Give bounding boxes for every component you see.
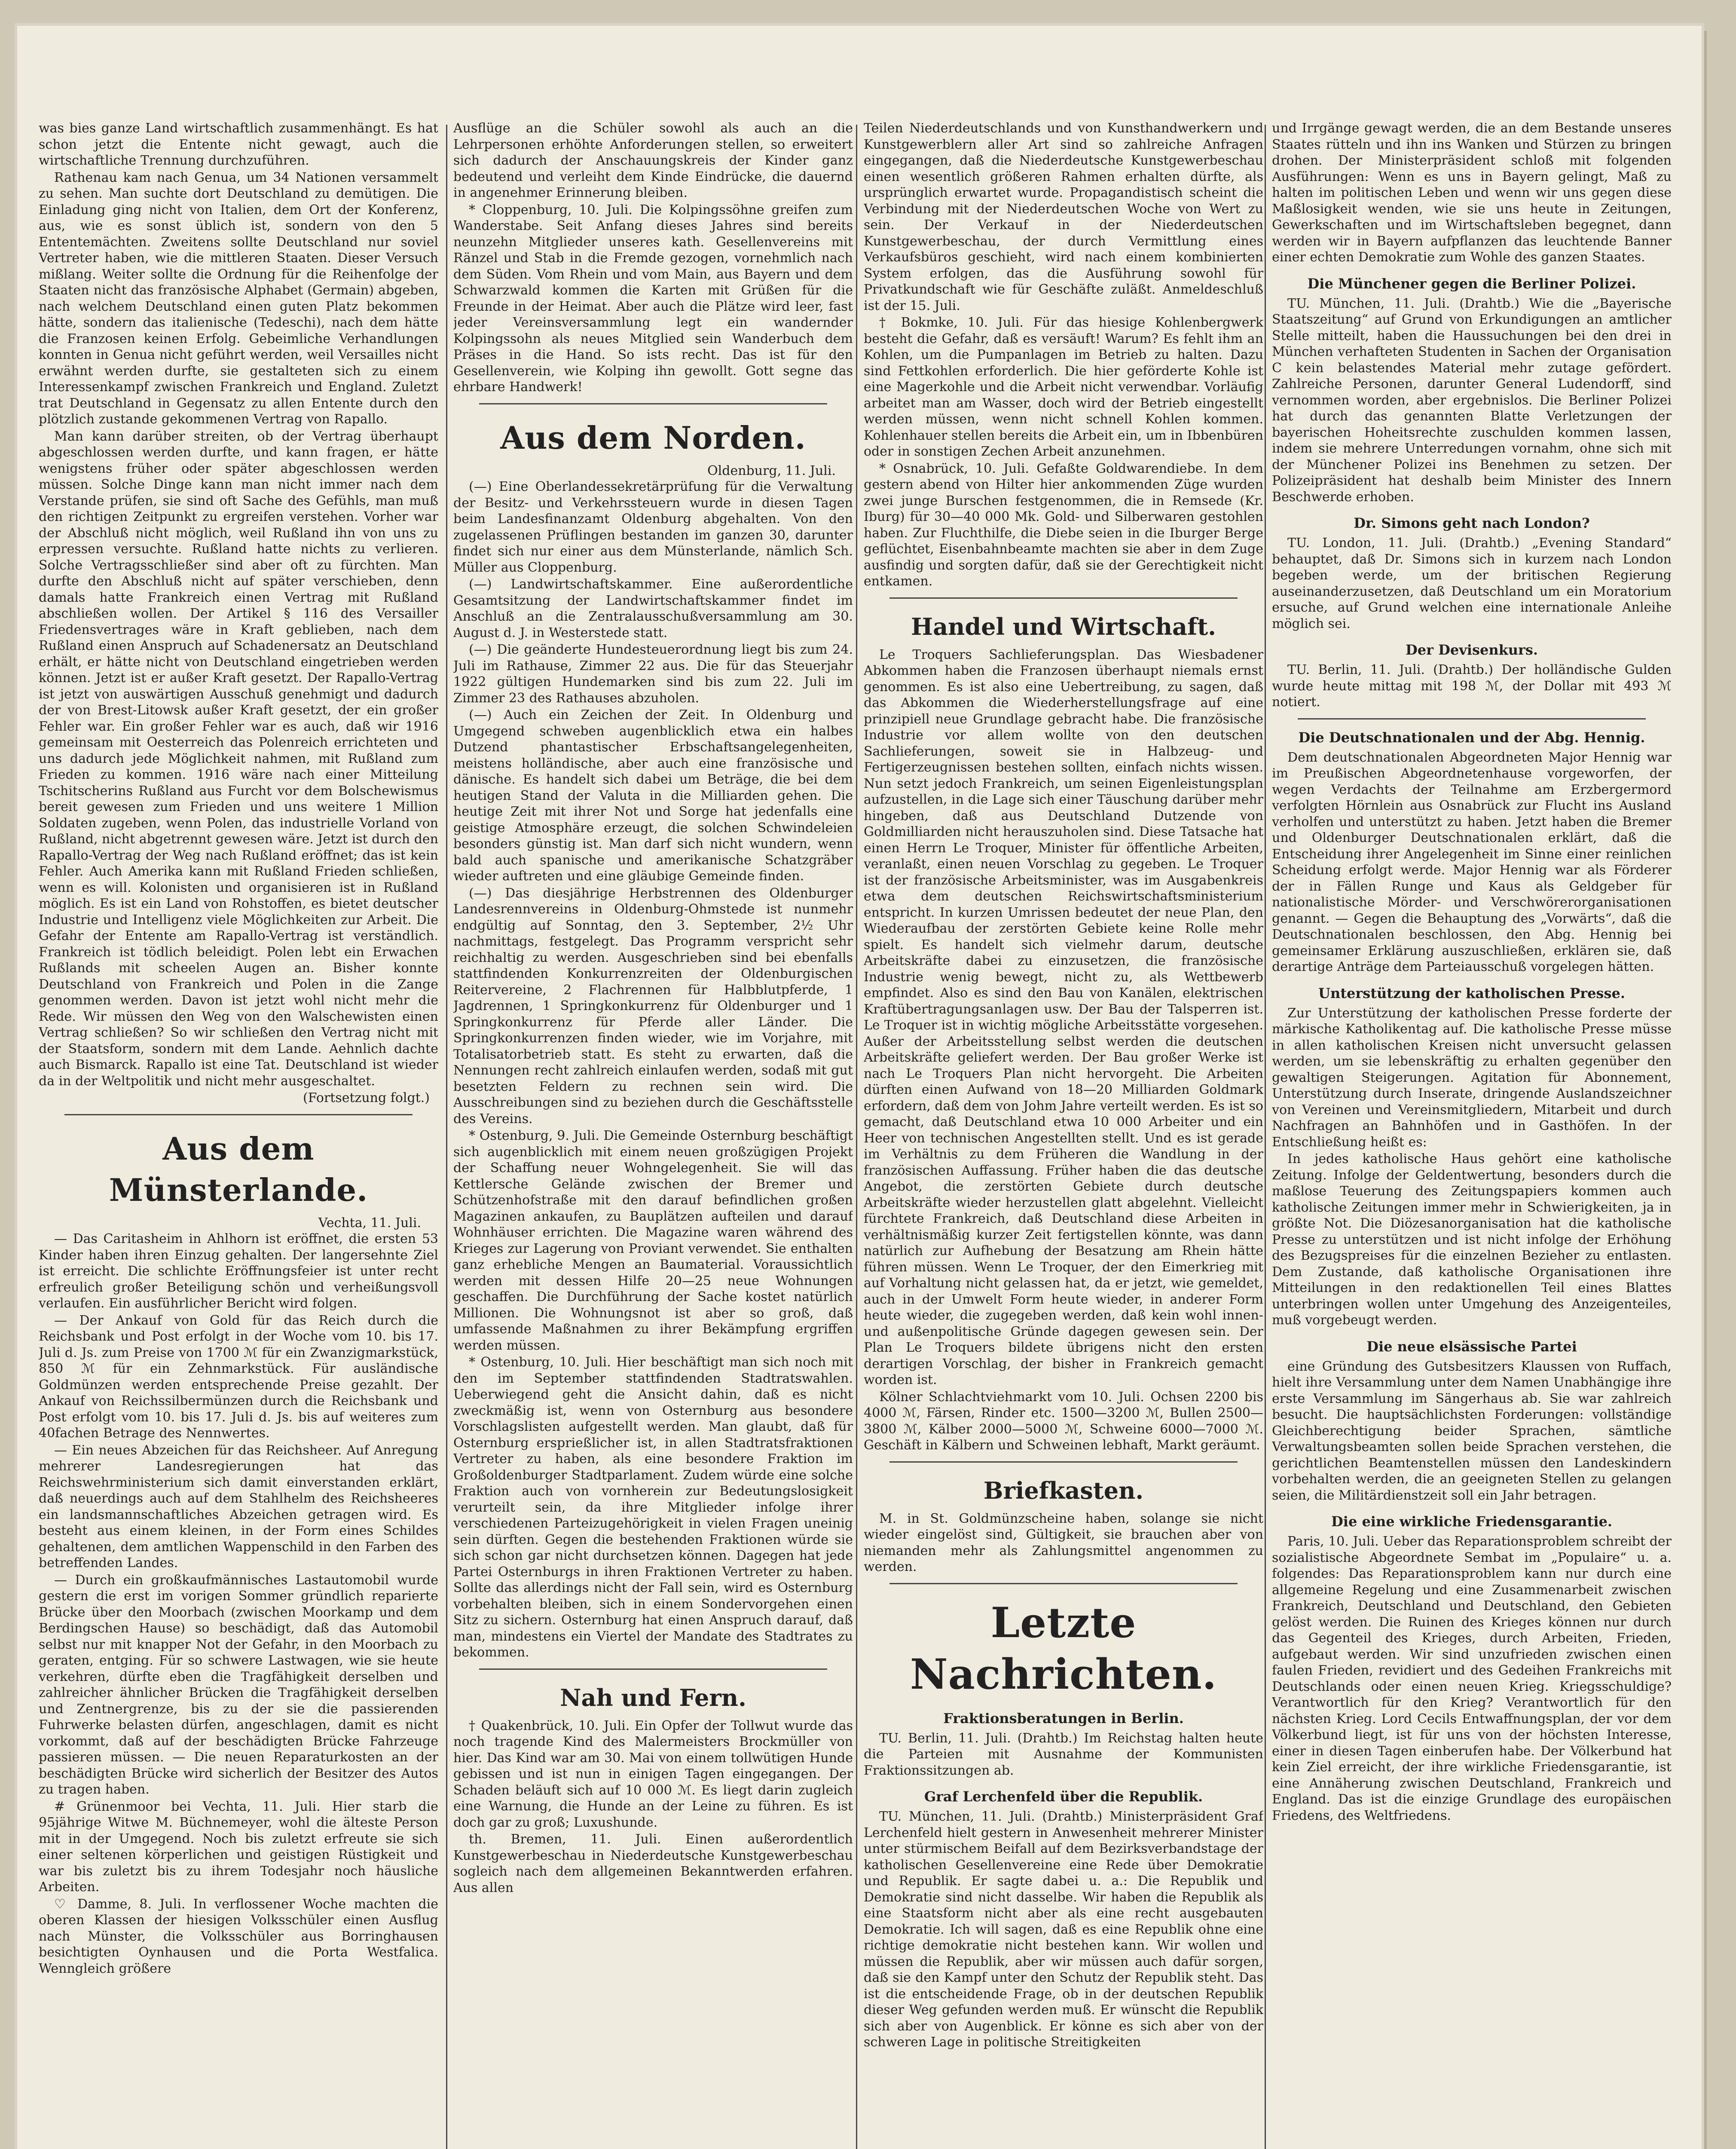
subheading: Unterstützung der katholischen Presse. [1318,985,1625,1001]
paragraph: TU. Berlin, 11. Juli. (Drahtb.) Der holländische Gulden wurde heute mittag mit 198 ℳ, der Dollar mit 493 ℳ notiert. [1272,662,1672,710]
section-heading: Briefkasten. [983,1476,1144,1504]
section-heading: Aus dem Norden. [500,419,806,456]
paragraph: und Irrgänge gewagt werden, die an dem Bestande unseres Staates rütteln und ihn ins Wanken und Stürzen zu bringen drohen. Der Ministerpräsident schloß mit folgenden Ausführungen: Wenn es uns in Bayern gelingt, Maß zu halten im politischen Leben und wenn wir uns gegen diese Maßlosigkeit wenden, wie sie uns heute in Zeitungen, Gewerkschaften und im Wirtschaftsleben begegnet, dann werden wir in Bayern aufpflanzen das leuchtende Banner einer echten Demokratie zum Wohle des ganzen Staates. [1272,121,1672,265]
paragraph: M. in St. Goldmünzscheine haben, solange sie nicht wieder eingelöst sind, Gültigkeit, sie brauchen aber von niemanden mehr als Zahlungsmittel angenommen zu werden. [864,1511,1263,1574]
paragraph: (—) Auch ein Zeichen der Zeit. In Oldenburg und Umgegend schweben augenblicklich etwa ein halbes Dutzend phantastischer Erbschaftsangelegenheiten, meistens holländische, aber auch eine französische und dänische. Es handelt sich dabei um Beträge, die bei dem heutigen Stand der Valuta in die Milliarden gehen. Die heutige Zeit mit ihrer Not und Sorge hat jedenfalls eine geistige Atmosphäre erzeugt, die solchen Schwindeleien besonders günstig ist. Man darf sich nicht wundern, wenn bald auch spanische und amerikanische Schatzgräber wieder auftreten und eine gläubige Gemeinde finden. [453,707,853,884]
paragraph: # Grünenmoor bei Vechta, 11. Juli. Hier starb die 95jährige Witwe M. Büchnemeyer, wohl die älteste Person mit in der Umgegend. Noch bis zuletzt erfreute sie sich einer seltenen körperlichen und geistigen Rüstigkeit und war bis zuletzt bis zu ihrem Todesjahr noch häusliche Arbeiten. [39,1799,438,1895]
section-divider [889,1583,1238,1584]
column-rule [1265,125,1266,2149]
paragraph: † Quakenbrück, 10. Juli. Ein Opfer der Tollwut wurde das noch tragende Kind des Malermeisters Brockmüller von hier. Das Kind war am 30. Mai von einem tollwütigen Hunde gebissen und ist nun in einigen Tagen eingegangen. Der Schaden beläuft sich auf 10 000 ℳ. Es liegt darin zugleich eine Warnung, die Hunde an der Leine zu führen. Es ist doch gar zu groß; Luxushunde. [453,1718,853,1830]
column-rule [856,125,857,2149]
paragraph: — Durch ein großkaufmännisches Lastautomobil wurde gestern die erst im vorigen Sommer gründlich reparierte Brücke über den Moorbach (zwischen Moorkamp und dem Berdingschen Hause) so beschädigt, daß das Automobil selbst nur mit knapper Not der Gefahr, in den Moorbach zu geraten, entging. Für so schwere Lastwagen, wie sie heute verkehren, dürfte eben die Tragfähigkeit derselben und zahlreicher ähnlicher Brücken die Tragfähigkeit derselben und Zentnergrenze, bis zu der sie die passierenden Fuhrwerke belasten dürfen, angeschlagen, damit es nicht vorkommt, daß auf der beschädigten Brücke Fahrzeuge passieren müssen. — Die neuen Reparaturkosten an der beschädigten Brücke wird sicherlich der Besitzer des Autos zu tragen haben. [39,1572,438,1797]
paragraph: th. Bremen, 11. Juli. Einen außerordentlich Kunstgewerbeschau in Niederdeutsche Kunstgewerbeschau sogleich nach dem allgemeinen Bekanntwerden erfahren. Aus allen [453,1832,853,1895]
paragraph: (—) Eine Oberlandessekretärprüfung für die Verwaltung der Besitz- und Verkehrssteuern wurde in diesen Tagen beim Landesfinanzamt Oldenburg abgehalten. Von den zugelassenen Prüflingen bestanden im ganzen 30, darunter findet sich nur einer aus dem Münsterlande, nämlich Sch. Müller aus Cloppenburg. [453,479,853,575]
paragraph: * Cloppenburg, 10. Juli. Die Kolpingssöhne greifen zum Wanderstabe. Seit Anfang dieses Jahres sind bereits neunzehn Mitglieder unseres kath. Gesellenvereins mit Ränzel und Stab in die Fremde gezogen, vornehmlich nach dem Süden. Vom Rhein und vom Main, aus Bayern und dem Schwarzwald kommen die Karten mit Grüßen für die Freunde in der Heimat. Aber auch die Plätze wird leer, fast jeder Vereinsversammlung legt ein wandernder Kolpingssohn als neues Mitglied sein Wanderbuch dem Präses in die Hand. So ists recht. Das ist für den Gesellenverein, wie Kolping ihn gewollt. Gott segne das ehrbare Handwerk! [453,202,853,395]
subheading: Die eine wirkliche Friedensgarantie. [1331,1513,1612,1530]
dateline: Oldenburg, 11. Juli. [707,463,836,478]
column-4 [1272,120,1672,2149]
section-divider [889,1461,1238,1463]
section-divider [1298,718,1646,719]
paragraph: Le Troquers Sachlieferungsplan. Das Wiesbadener Abkommen haben die Franzosen überhaupt niemals ernst genommen. Es ist also eine Uebertreibung, zu sagen, daß das Abkommen die Wiederherstellungsfrage auf eine prinzipiell neue Grundlage gebracht habe. Die französische Industrie vor allem wollte von den deutschen Sachlieferungen, soweit sie in Halbzeug- und Fertigerzeugnissen bestehen sollten, einfach nichts wissen. Nun setzt jedoch Frankreich, um seinen Eigenleistungsplan aufzustellen, in die Lage sich einer Täuschung darüber mehr hingeben, daß aus Deutschland Dutzende von Goldmilliarden nicht herauszuholen sind. Diese Tatsache hat einen Herrn Le Troquer, Minister für öffentliche Arbeiten, veranlaßt, einen neuen Vorschlag zu gegeben. Le Troquer ist der französische Arbeitsminister, was im Ausgabenkreis etwa dem deutschen Reichswirtschaftsministerium entspricht. In kurzen Umrissen bedeutet der neue Plan, den Wiederaufbau der zerstörten Gebiete keine Rolle mehr spielt. Es handelt sich vielmehr darum, deutsche Arbeitskräfte dabei zu einzusetzen, die französische Industrie wenig bewegt, nicht zu, als Wettbewerb empfindet. Also es sind den Bau von Kanälen, elektrischen Kraftübertragungsanlagen usw. Der Bau der Talsperren ist. Le Troquer ist in wichtig mögliche Arbeitsstätte vorgesehen. Außer der Arbeitsstellung selbst werden die deutschen Arbeitskräfte geliefert werden. Der Bau großer Werke ist nach Le Troquers Plan nicht hervorgeht. Die Arbeiten dürften einen Aufwand von 18—20 Milliarden Goldmark erfordern, daß dem von Johm Jahre verteilt werden. Es ist so gemacht, daß Deutschland etwa 10 000 Arbeiter und ein Heer von technischen Angestellten stellt. Und es ist gerade im Verhältnis zu dem Früheren die Wandlung in der französischen Auffassung. Früher haben die das deutsche Angebot, die zerstörten Gebiete durch deutsche Arbeitskräfte wieder herzustellen glatt abgelehnt. Vielleicht fürchtete Frankreich, daß Deutschland diese Arbeiten in verhältnismäßig kurzer Zeit fertigstellen könnte, was dann natürlich zur Aufhebung der Besatzung am Rhein hätte führen müssen. Wenn Le Troquer, der den Eimerkrieg mit auf Vorhaltung nicht gelassen hat, da er jetzt, wie gemeldet, auch in der Umwelt Form heute wieder, in anderer Form heute wieder, die zugegeben werden, daß kein wohl innen- und außenpolitische Gründe dagegen gewesen sein. Der Plan Le Troquers bildete übrigens nicht den ersten derartigen Vorschlag, der bisher in Frankreich gemacht worden ist. [864,647,1263,1387]
continuation-note: (Fortsetzung folgt.) [303,1090,430,1105]
paragraph: Rathenau kam nach Genua, um 34 Nationen versammelt zu sehen. Man suchte dort Deutschland zu demütigen. Die Einladung ging nicht von Italien, dem Ort der Konferenz, aus, wie es sonst üblich ist, sondern von den 5 Ententemächten. Zweitens sollte Deutschland nur soviel Vertreter haben, wie die mittleren Staaten. Dieser Versuch mißlang. Weiter sollte die Ordnung für die Reihenfolge der Staaten nicht das französische Alphabet (Germain) abgeben, nach welchem Deutschland einen guten Platz bekommen hätte, sondern das italienische (Tedeschi), nach dem hätte die Franzosen keinen Erfolg. Gebeimliche Verhandlungen konnten in Genua nicht geführt werden, weil Versailles nicht erwähnt werden durfte, sie gestalteten sich zu einem Interessenkampf zwischen Frankreich und England. Zuletzt trat Deutschland in Gegensatz zu allen Entente durch den plötzlich zustande gekommenen Vertrag von Rapallo. [39,170,438,427]
column-3 [864,120,1263,2149]
section-divider [479,1668,827,1670]
subheading: Die Münchener gegen die Berliner Polizei. [1307,275,1636,292]
paragraph: * Ostenburg, 9. Juli. Die Gemeinde Osternburg beschäftigt sich augenblicklich mit einem neuen großzügigen Projekt der Schaffung neuer Wohngelegenheit. Sie will das Kettlersche Gelände zwischen der Bremer und Schützenhofstraße mit den darauf befindlichen großen Magazinen ankaufen, zu Bauplätzen aufteilen und darauf Wohnhäuser errichten. Die Magazine waren während des Krieges zur Lagerung von Proviant verwendet. Sie enthalten ganz erhebliche Mengen an Baumaterial. Voraussichtlich werden mit dessen Hilfe 20—25 neue Wohnungen geschaffen. Die Durchführung der Sache kostet natürlich Millionen. Die Wohnungsnot ist aber so groß, daß umfassende Maßnahmen zu ihrer Bekämpfung ergriffen werden müssen. [453,1128,853,1353]
column-2 [453,120,853,2149]
paragraph: In jedes katholische Haus gehört eine katholische Zeitung. Infolge der Geldentwertung, besonders durch die maßlose Teuerung des Zeitungspapiers kommen auch katholische Zeitungen immer mehr in Schwierigkeiten, ja in größte Not. Die Diözesanorganisation hat die katholische Presse zu unterstützen und ist nicht infolge der Erhöhung des Bezugspreises für die einzelnen Bezieher zu entlasten. Dem Zustande, daß katholische Organisationen ihre Mitteilungen in den redaktionellen Teil eines Blattes unterbringen wollen unter Umgehung des Anzeigenteiles, muß vorgebeugt werden. [1272,1151,1672,1328]
paragraph: TU. London, 11. Juli. (Drahtb.) „Evening Standard“ behauptet, daß Dr. Simons sich in kurzem nach London begeben werde, um der britischen Regierung auseinanderzusetzen, daß Deutschland um ein Moratorium ersuche, auf Grund welchen eine internationale Anleihe möglich sei. [1272,536,1672,631]
paragraph: ♡ Damme, 8. Juli. In verflossener Woche machten die oberen Klassen der hiesigen Volksschüler einen Ausflug nach Münster, die Volksschüler aus Borringhausen besichtigten Oynhausen und die Porta Westfalica. Wenngleich größere [39,1896,438,1976]
paragraph: TU. München, 11. Juli. (Drahtb.) Ministerpräsident Graf Lerchenfeld hielt gestern in Anwesenheit mehrerer Minister unter stürmischem Beifall auf dem Bezirksverbandstage der katholischen Gesellenvereine eine Rede über Demokratie und Republik. Er sagte dabei u. a.: Die Republik und Demokratie sind nicht dasselbe. Wir haben die Republik als eine Staatsform nicht aber als eine recht ausgebauten Demokratie. Ich will sagen, daß es eine Republik ohne eine richtige demokratie nicht bestehen kann. Wir wollen und müssen die Republik, aber wir müssen auch dafür sorgen, daß sie den Kampf unter den Schutz der Republik steht. Das ist die entscheidende Frage, ob in der deutschen Republik dieser Weg gefunden werden muß. Er wünscht die Republik sich aber von Augenblick. Er könne es sich aber von der schweren Lage in politische Streitigkeiten [864,1809,1263,2050]
subheading: Die Deutschnationalen und der Abg. Hennig. [1298,729,1645,746]
paragraph: — Das Caritasheim in Ahlhorn ist eröffnet, die ersten 53 Kinder haben ihren Einzug gehalten. Der langersehnte Ziel ist erreicht. Die schlichte Eröffnungsfeier ist unter recht erfreulich großer Beteiligung schön und verheißungsvoll verlaufen. Ein ausführlicher Bericht wird folgen. [39,1231,438,1311]
section-heading: Nah und Fern. [560,1684,746,1711]
paragraph: Kölner Schlachtviehmarkt vom 10. Juli. Ochsen 2200 bis 4000 ℳ, Färsen, Rinder etc. 1500—3200 ℳ, Bullen 2500—3800 ℳ, Kälber 2000—5000 ℳ, Schweine 6000—7000 ℳ. Geschäft in Kälbern und Schweinen lebhaft, Markt geräumt. [864,1389,1263,1453]
paragraph: Teilen Niederdeutschlands und von Kunsthandwerkern und Kunstgewerblern aller Art sind so zahlreiche Anfragen eingegangen, daß die Niederdeutsche Kunstgewerbeschau einen wesentlich größeren Rahmen erhalten dürfte, als ursprünglich erwartet wurde. Propagandistisch scheint die Verbindung mit der Niederdeutschen Woche von Wert zu sein. Der Verkauf in der Niederdeutschen Kunstgewerbeschau, der durch Vermittlung eines Verkaufsbüros geschieht, wird nach einem kombinierten System erfolgen, das die Ausführung sowohl für Privatkundschaft wie für Geschäfte zuläßt. Anmeldeschluß ist der 15. Juli. [864,121,1263,313]
paragraph: — Der Ankauf von Gold für das Reich durch die Reichsbank und Post erfolgt in der Woche vom 10. bis 17. Juli d. Js. zum Preise von 1700 ℳ für ein Zwanzigmarkstück, 850 ℳ für ein Zehnmarkstück. Für ausländische Goldmünzen werden entsprechende Preise gezahlt. Der Ankauf von Reichssilbermünzen durch die Reichsbank und Post erfolgt vom 10. bis 17. Juli d. Js. bis auf weiteres zum 40fachen Betrage des Nennwertes. [39,1313,438,1441]
paragraph: Dem deutschnationalen Abgeordneten Major Hennig war im Preußischen Abgeordnetenhause vorgeworfen, der wegen Verdachts der Teilnahme am Erzbergermord verfolgten Hörnlein aus Osnabrück zur Flucht ins Ausland verholfen und unterstützt zu haben. Jetzt haben die Bremer und Oldenburger Deutschnationalen erklärt, daß die Entscheidung ihrer Angelegenheit im Sinne einer reinlichen Scheidung erfolgt werde. Major Hennig war als Förderer der in Fällen Runge und Kaus als Geldgeber für nationalistische Mörder- und Verschwörerorganisationen genannt. — Gegen die Behauptung des „Vorwärts“, daß die Deutschnationalen beschlossen, den Abg. Hennig bei gemeinsamer Erklärung auszuschließen, erklären sie, daß derartige Anträge dem Parteiausschuß vorgelegen hätten. [1272,750,1672,974]
paragraph: TU. Berlin, 11. Juli. (Drahtb.) Im Reichstag halten heute die Parteien mit Ausnahme der Kommunisten Fraktionssitzungen ab. [864,1730,1263,1778]
paragraph: — Ein neues Abzeichen für das Reichsheer. Auf Anregung mehrerer Landesregierungen hat das Reichswehrministerium sich damit einverstanden erklärt, daß neuerdings auch auf dem Stahlhelm des Reichsheeres ein landsmannschaftliches Abzeichen getragen wird. Es besteht aus einem kleinen, in der Form eines Schildes gehaltenen, dem amtlichen Wappenschild in den Farben des betreffenden Landes. [39,1442,438,1570]
paragraph: * Ostenburg, 10. Juli. Hier beschäftigt man sich noch mit den im September stattfindenden Stadtratswahlen. Ueberwiegend geht die Ansicht dahin, daß es nicht zweckmäßig ist, wenn von Osternburg aus besondere Vorschlagslisten aufgestellt werden. Man glaubt, daß für Osternburg ersprießlicher ist, in allen Stadtratsfraktionen Vertreter zu haben, als eine besondere Fraktion im Großoldenburger Stadtparlament. Zudem würde eine solche Fraktion auch von vornherein zur Bedeutungslosigkeit verurteilt sein, da ihre Mitglieder infolge ihrer verschiedenen Parteizugehörigkeit in vielen Fragen uneinig sein dürften. Gegen die bestehenden Fraktionen würde sie sich schon gar nicht durchsetzen können. Dagegen hat jede Partei Osternburgs in ihren Fraktionen Vertreter zu haben. Sollte das allerdings nicht der Fall sein, wird es Osternburg vorbehalten bleiben, sich in einem Sondervorgehen einen Sitz zu sichern. Osternburg hat einen Anspruch darauf, daß man, mindestens ein Viertel der Mandate des Stadtrates zu bekommen. [453,1355,853,1660]
paragraph: Zur Unterstützung der katholischen Presse forderte der märkische Katholikentag auf. Die katholische Presse müsse in allen katholischen Kreisen nicht unversucht gelassen werden, um sie lebenskräftig zu erhalten gegenüber den gewaltigen Steigerungen. Agitation für Abonnement, Unterstützung durch Inserate, dringende Auslandszeichner von Vereinen und Vereinsmitgliedern, Mitarbeit und durch Nachfragen an Bahnhöfen und in Gasthöfen. In der Entschließung heißt es: [1272,1005,1672,1150]
paragraph: (—) Landwirtschaftskammer. Eine außerordentliche Gesamtsitzung der Landwirtschaftskammer findet im Anschluß an die Zentralausschußversammlung am 30. August d. J. in Westerstede statt. [453,577,853,640]
paragraph: TU. München, 11. Juli. (Drahtb.) Wie die „Bayerische Staatszeitung“ auf Grund von Erkundigungen an amtlicher Stelle mitteilt, haben die Haussuchungen bei den drei in München verhafteten Studenten in Sachen der Organisation C kein belastendes Material mehr zutage gefördert. Zahlreiche Personen, darunter General Ludendorff, sind vernommen worden, aber ergebnislos. Die Berliner Polizei hat durch das genannten Blatte Verletzungen der bayerischen Hoheitsrechte zuschulden kommen lassen, indem sie mehrere Unterredungen vornahm, ohne sich mit der Münchener Polizei ins Benehmen zu setzen. Der Polizeipräsident hat deshalb beim Minister des Innern Beschwerde erhoben. [1272,296,1672,505]
column-rule [446,125,447,2149]
newspaper-page [17,26,1702,2149]
section-divider [479,403,827,404]
section-heading: Letzte Nachrichten. [910,1598,1217,1699]
dateline: Vechta, 11. Juli. [318,1215,421,1231]
paragraph: Man kann darüber streiten, ob der Vertrag überhaupt abgeschlossen werden durfte, und kann fragen, er hätte wenigstens früher oder später abgeschlossen werden müssen. Solche Dinge kann man nicht immer nach dem Verstande prüfen, sie sind oft Sache des Gefühls, man muß den richtigen Zeitpunkt zu ergreifen verstehen. Vorher war der Abschluß nicht möglich, weil Rußland ihn von uns zu erpressen versuchte. Rußland hatte nichts zu verlieren. Solche Vertragsschließer sind aber oft zu fürchten. Man durfte den Abschluß nicht auf später verschieben, denn damals hatte Frankreich einen Vertrag mit Rußland abschließen wollen. Der Artikel § 116 des Versailler Friedensvertrages wäre in Kraft geblieben, nach dem Rußland einen Anspruch auf Schadenersatz an Deutschland erhält, er hätte nicht von Deutschland eingetrieben werden können. Jetzt ist er außer Kraft gesetzt. Der Rapallo-Vertrag ist jetzt von auswärtigen Ausschuß genehmigt und dadurch der von Brest-Litowsk außer Kraft gesetzt, der ein großer Fehler war. Ein großer Fehler war es auch, daß wir 1916 gemeinsam mit Oesterreich das Polenreich errichteten und uns dadurch jede Möglichkeit nahmen, mit Rußland zum Frieden zu kommen. 1916 wäre nach einer Mitteilung Tschitscherins Rußland aus Furcht vor dem Bolschewismus bereit gewesen zum Frieden und uns weitere 1 Million Soldaten zugeben, wenn Polen, das industrielle Vorland von Rußland, nicht abgetrennt gewesen wäre. Jetzt ist durch den Rapallo-Vertrag der Weg nach Rußland eröffnet; das ist kein Fehler. Auch Amerika kann mit Rußland Frieden schließen, wenn es will. Kolonisten und organisieren ist in Rußland möglich. Es ist ein Land von Rohstoffen, es bietet deutscher Industrie und Intelligenz viele Möglichkeiten zur Arbeit. Die Gefahr der Entente am Rapallo-Vertrag ist verständlich. Frankreich ist tödlich beleidigt. Polen lebt ein Erwachen Rußlands mit scheelen Augen an. Bisher konnte Deutschland von Frankreich und Polen in die Zange genommen werden. Davon ist jetzt wohl nicht mehr die Rede. Wir müssen den Weg von den Walschewisten einen Vertrag schließen? So wir schließen den Vertrag nicht mit der Staatsform, sondern mit dem Lande. Aehnlich dachte auch Bismarck. Rapallo ist eine Tat. Deutschland ist wieder da in der Weltpolitik und nicht mehr ausgeschaltet. [39,429,438,1089]
paragraph: eine Gründung des Gutsbesitzers Klaussen von Ruffach, hielt ihre Versammlung unter dem Namen Unabhängige ihre erste Versammlung im Sängerhaus ab. Sie war zahlreich besucht. Die hauptsächlichsten Forderungen: vollständige Gleichberechtigung beider Sprachen, sämtliche Verwaltungsbeamten sollen beide Sprachen verstehen, die gerichtlichen Beamtenstellen müssen den Landeskindern vorbehalten werden, die an geeigneten Stellen zu gelangen seien, die Militärdienstzeit soll ein Jahr betragen. [1272,1359,1672,1503]
subheading: Die neue elsässische Partei [1366,1338,1577,1355]
subheading: Der Devisenkurs. [1405,642,1538,658]
subheading: Dr. Simons geht nach London? [1354,515,1590,531]
paragraph: Ausflüge an die Schüler sowohl als auch an die Lehrpersonen erhöhte Anforderungen stellen, so erweitert sich dadurch der Anschauungskreis der Kinder ganz bedeutend und verleiht dem Kinde Eindrücke, die dauernd in angenehmer Erinnerung bleiben. [453,121,853,200]
paragraph: (—) Das diesjährige Herbstrennen des Oldenburger Landesrennvereins in Oldenburg-Ohmstede ist nunmehr endgültig auf Sonntag, den 3. September, 2½ Uhr nachmittags, festgelegt. Das Programm verspricht sehr reichhaltig zu werden. Ausgeschrieben sind bei ebenfalls stattfindenden Konkurrenzreiten der Oldenburgischen Reitervereine, 2 Flachrennen für Halbblutpferde, 1 Jagdrennen, 1 Springkonkurrenz für Oldenburger und 1 Springkonkurrenz für Pferde aller Länder. Die Springkonkurrenzen finden wieder, wie im Vorjahre, mit Totalisatorbetrieb statt. Es steht zu erwarten, daß die Nennungen recht zahlreich einlaufen werden, sodaß mit gut besetzten Feldern zu rechnen sein wird. Die Ausschreibungen sind zu beziehen durch die Geschäftsstelle des Vereins. [453,885,853,1127]
paragraph: * Osnabrück, 10. Juli. Gefaßte Goldwarendiebe. In dem gestern abend von Hilter hier ankommenden Züge wurden zwei junge Burschen festgenommen, die in Remsede (Kr. Iburg) für 30—40 000 Mk. Gold- und Silberwaren gestohlen haben. Zur Fluchthilfe, die Diebe seien in die Iburger Berge geflüchtet, Eisenbahnbeamte machten sie aber in dem Zuge ausfindig und sorgten dafür, daß sie der Gerechtigkeit nicht entkamen. [864,461,1263,589]
paragraph: Paris, 10. Juli. Ueber das Reparationsproblem schreibt der sozialistische Abgeordnete Sembat im „Populaire“ u. a. folgendes: Das Reparationsproblem kann nur durch eine allgemeine Regelung und eine Zusammenarbeit zwischen Frankreich, Deutschland und Deutschland, den Gebieten gelöst werden. Die Ruinen des Krieges können nur durch das Gegenteil des Krieges, durch Arbeiten, Frieden, aufgebaut werden. Wir sind unzufrieden zwischen einen faulen Frieden, revidiert und des Gedeihen Frankreichs mit Deutschlands oder einen neuen Krieg. Kriegsschuldige? Verantwortlich für den Krieg? Verantwortlich für den nächsten Krieg. Lord Cecils Entwaffnungsplan, der vor dem Völkerbund liegt, ist für uns von der höchsten Interesse, einer in diesen Tagen einberufen habe. Der Völkerbund hat kein Ziel erreicht, der ihre wirkliche Friedensgarantie, ist eine Annäherung zwischen Deutschland, Frankreich und England. Das ist die einzige Grundlage des europäischen Friedens, des Weltfriedens. [1272,1534,1672,1823]
subheading: Fraktionsberatungen in Berlin. [943,1710,1184,1727]
section-heading: Aus dem Münsterlande. [109,1130,368,1208]
paragraph: † Bokmke, 10. Juli. Für das hiesige Kohlenbergwerk besteht die Gefahr, daß es versäuft! Warum? Es fehlt ihm an Kohlen, um die Pumpanlagen im Betrieb zu halten. Dazu sind Fettkohlen erforderlich. Die hier geförderte Kohle ist eine Magerkohle und die Arbeit nicht verwendbar. Vorläufig arbeitet man am Wasser, doch wird der Betrieb eingestellt werden müssen, wenn nicht schnell Kohlen kommen. Kohlenhauer stellen bereits die Arbeit ein, um in Ibbenbüren oder in sonstigen Zechen Arbeit anzunehmen. [864,315,1263,459]
paragraph: (—) Die geänderte Hundesteuerordnung liegt bis zum 24. Juli im Rathause, Zimmer 22 aus. Die für das Steuerjahr 1922 gültigen Hundemarken sind bis zum 22. Juli im Zimmer 23 des Rathauses abzuholen. [453,642,853,706]
section-divider [64,1114,413,1115]
section-divider [889,597,1238,599]
subheading: Graf Lerchenfeld über die Republik. [924,1788,1203,1805]
section-heading: Handel und Wirtschaft. [911,612,1216,640]
column-1 [39,120,438,2149]
paragraph: was bies ganze Land wirtschaftlich zusammenhängt. Es hat schon jetzt die Entente nicht gewagt, auch die wirtschaftliche Trennung durchzuführen. [39,121,438,168]
